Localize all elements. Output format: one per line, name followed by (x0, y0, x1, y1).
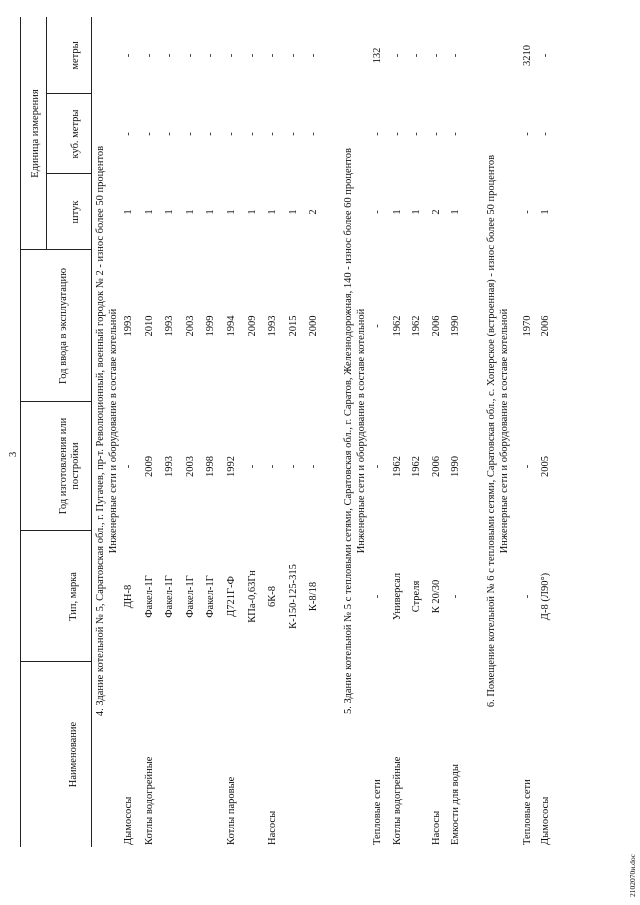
header-unit-m3: куб. метры (70, 109, 81, 159)
header-unit-m: метры (70, 41, 81, 70)
table-cell-m: - (450, 53, 462, 58)
table-cell-commissioned: 1962 (391, 315, 403, 337)
table-cell-manufactured: 1998 (205, 456, 217, 477)
header-unit-group: Единица измерения (30, 89, 41, 178)
table-cell-manufactured: - (308, 464, 320, 469)
table-cell-commissioned: 2006 (430, 315, 442, 337)
table-cell-manufactured: 2009 (143, 456, 155, 477)
table-cell-m3: - (246, 132, 258, 136)
table-cell-pcs: 1 (246, 209, 258, 215)
table-cell-manufactured: 1990 (450, 456, 462, 477)
unit-group-line (46, 17, 47, 250)
table-cell-m: - (205, 53, 217, 58)
table-cell-name: Тепловые сети (372, 779, 383, 845)
table-cell-name: Котлы водогрейные (391, 756, 403, 845)
table-cell-commissioned: 2006 (540, 315, 551, 337)
table-cell-commissioned: 2015 (287, 315, 299, 337)
table-cell-commissioned: 2009 (246, 315, 258, 337)
table-cell-manufactured: 2005 (540, 456, 551, 477)
table-cell-commissioned: 2003 (184, 315, 196, 337)
table-cell-m3: - (287, 132, 299, 136)
table-cell-type: 6К-8 (267, 586, 279, 607)
table-cell-commissioned: 1993 (164, 315, 176, 337)
table-cell-type: К 20/30 (430, 579, 442, 614)
table-cell-pcs: 1 (143, 209, 155, 215)
table-cell-m3: - (226, 132, 237, 136)
table-cell-pcs: 1 (411, 209, 423, 215)
table-cell-name: Емкости для воды (450, 764, 462, 845)
table-cell-m3: - (143, 132, 155, 136)
table-cell-m3: - (522, 132, 533, 136)
section-title: 5. Здание котельной № 5 с тепловыми сетями, Саратовская обл., г. Саратов, Железнодорожная, 140 - износ более 60 процентов (343, 148, 354, 714)
table-cell-commissioned: 1993 (123, 315, 134, 337)
section-subtitle: Инженерные сети и оборудование в составе котельной (356, 308, 367, 554)
table-cell-m: - (267, 53, 279, 58)
page-number: 3 (8, 451, 19, 457)
table-cell-m: - (226, 53, 237, 58)
table-cell-m3: - (184, 132, 196, 136)
table-cell-m: - (540, 53, 551, 58)
header-top-line (20, 17, 21, 847)
table-cell-type: Д-8 (Л90°) (540, 572, 551, 621)
table-cell-type: Факел-1Г (184, 575, 196, 618)
table-cell-m: - (143, 53, 155, 58)
table-cell-pcs: 1 (287, 209, 299, 215)
table-cell-pcs: 1 (123, 209, 134, 215)
table-cell-commissioned: 1993 (267, 315, 279, 337)
table-cell-m3: - (205, 132, 217, 136)
table-cell-m: - (164, 53, 176, 58)
table-cell-type: Универсал (391, 572, 403, 621)
table-cell-name: Дымососы (123, 796, 134, 845)
table-cell-pcs: 1 (540, 209, 551, 215)
table-cell-name: Насосы (267, 810, 279, 845)
table-cell-pcs: 1 (184, 209, 196, 215)
table-cell-m3: - (164, 132, 176, 136)
table-cell-m3: - (540, 132, 551, 136)
table-cell-manufactured: - (123, 464, 134, 469)
table-cell-m: 132 (372, 47, 383, 64)
table-cell-commissioned: 1970 (522, 315, 533, 337)
table-cell-pcs: 2 (430, 209, 442, 215)
col-divider-6 (46, 93, 91, 94)
col-divider-3 (20, 401, 91, 402)
table-cell-commissioned: 1962 (411, 315, 423, 337)
table-cell-pcs: 1 (226, 209, 237, 215)
table-cell-commissioned: - (372, 324, 383, 328)
table-cell-m: - (391, 53, 403, 58)
table-cell-type: - (522, 594, 533, 599)
table-cell-m3: - (123, 132, 134, 136)
col-divider-5 (46, 173, 91, 174)
table-cell-name: Насосы (430, 810, 442, 845)
table-cell-m3: - (411, 132, 423, 136)
header-commissioned: Год ввода в эксплуатацию (58, 268, 69, 384)
table-cell-name: Котлы паровые (226, 776, 237, 845)
table-cell-name: Тепловые сети (522, 779, 533, 845)
table-cell-manufactured: - (267, 464, 279, 469)
table-cell-m: - (184, 53, 196, 58)
header-name: Наименование (68, 721, 79, 788)
col-divider-1 (20, 661, 91, 662)
table-cell-m: - (411, 53, 423, 58)
table-cell-m: - (123, 53, 134, 58)
table-cell-manufactured: - (246, 464, 258, 469)
table-cell-pcs: - (372, 210, 383, 214)
table-cell-name: Дымососы (540, 796, 551, 845)
table-cell-pcs: 1 (267, 209, 279, 215)
table-cell-m: - (430, 53, 442, 58)
table-cell-commissioned: 2010 (143, 315, 155, 337)
header-unit-pcs: штук (70, 200, 81, 224)
table-cell-type: - (372, 594, 383, 599)
table-cell-type: К-150-125-315 (287, 564, 299, 629)
table-cell-m: - (308, 53, 320, 58)
table-cell-m3: - (391, 132, 403, 136)
table-cell-commissioned: 1990 (450, 315, 462, 337)
table-cell-type: ДН-8 (123, 584, 134, 609)
table-cell-manufactured: - (372, 464, 383, 469)
table-cell-pcs: - (522, 210, 533, 214)
footer-code: 2102070и.doc (628, 854, 637, 897)
table-cell-commissioned: 1994 (226, 315, 237, 337)
table-cell-manufactured: 1962 (411, 456, 423, 477)
section-title: 6. Помещение котельной № 6 с тепловыми сетями, Саратовская обл., с. Хоперское (встроенная) - износ более 50 процентов (486, 154, 497, 708)
table-cell-pcs: 1 (164, 209, 176, 215)
table-cell-m3: - (430, 132, 442, 136)
table-cell-pcs: 1 (450, 209, 462, 215)
table-cell-type: Д721Г-Ф (226, 576, 237, 617)
table-cell-pcs: 1 (391, 209, 403, 215)
table-cell-type: К-8/18 (308, 581, 320, 612)
table-cell-commissioned: 1999 (205, 315, 217, 337)
table-cell-manufactured: 2006 (430, 456, 442, 477)
header-manufactured: Год изготовления или постройки (58, 417, 81, 515)
table-cell-m: - (246, 53, 258, 58)
table-cell-manufactured: 1962 (391, 456, 403, 477)
table-cell-type: КПа-0,63Гн (246, 570, 258, 623)
section-subtitle: Инженерные сети и оборудование в составе котельной (108, 308, 119, 554)
table-cell-m: 3210 (522, 45, 533, 66)
header-bottom-line (91, 17, 92, 847)
table-cell-m3: - (267, 132, 279, 136)
header-type: Тип, марка (68, 572, 79, 621)
table-cell-name: Котлы водогрейные (143, 756, 155, 845)
table-cell-m3: - (308, 132, 320, 136)
table-cell-commissioned: 2000 (308, 315, 320, 337)
section-subtitle: Инженерные сети и оборудование в составе котельной (499, 308, 510, 554)
table-cell-m3: - (372, 132, 383, 136)
table-cell-type: Факел-1Г (205, 575, 217, 618)
table-cell-manufactured: 1992 (226, 456, 237, 477)
table-cell-manufactured: 2003 (184, 456, 196, 477)
table-cell-m3: - (450, 132, 462, 136)
table-cell-m: - (287, 53, 299, 58)
table-cell-type: - (450, 594, 462, 599)
table-cell-type: Факел-1Г (164, 575, 176, 618)
table-cell-type: Факел-1Г (143, 575, 155, 618)
col-divider-2 (20, 530, 91, 531)
table-cell-pcs: 2 (308, 209, 320, 215)
table-cell-manufactured: 1993 (164, 456, 176, 477)
table-cell-type: Стреля (411, 580, 423, 613)
table-cell-manufactured: - (522, 464, 533, 469)
table-cell-pcs: 1 (205, 209, 217, 215)
section-title: 4. Здание котельной № 5, Саратовская обл., г. Пугачев, пр-т. Революционный, военный городок № 2 - износ более 50 процентов (95, 145, 106, 717)
table-cell-manufactured: - (287, 464, 299, 469)
